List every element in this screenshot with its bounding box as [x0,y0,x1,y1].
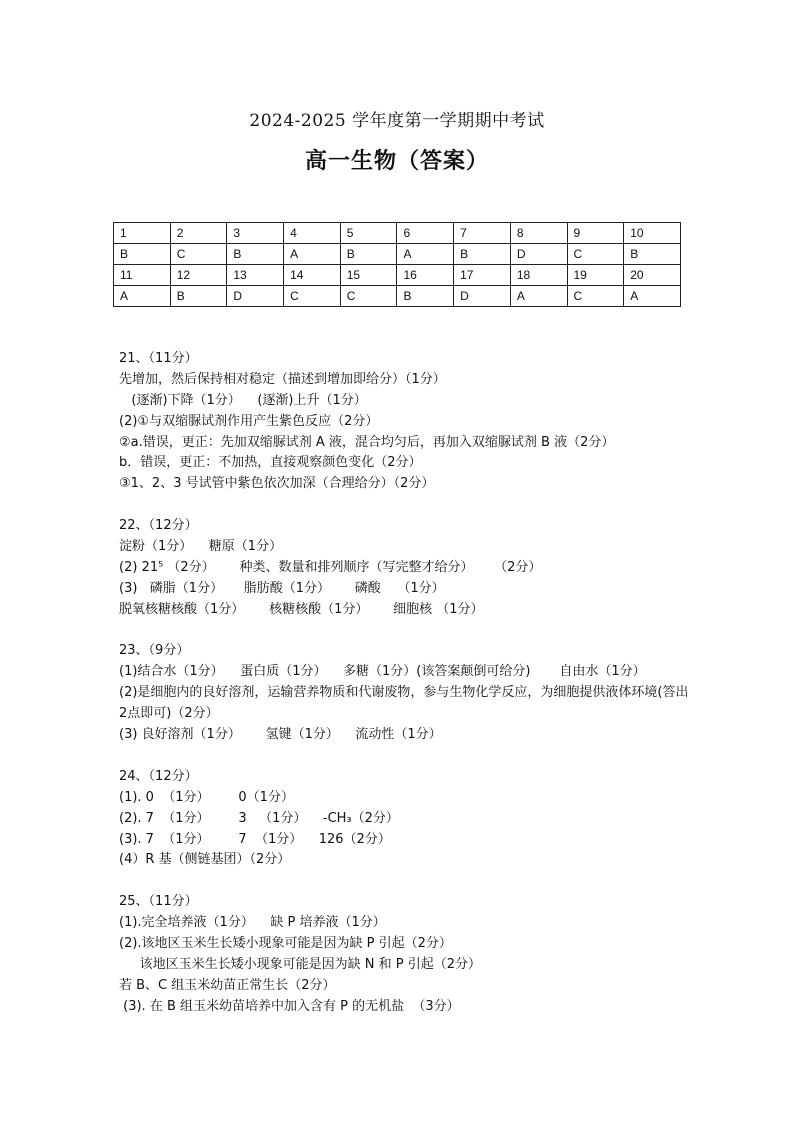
table-cell: 8 [510,223,567,244]
table-cell: C [284,286,341,307]
answer-line: (4）R 基（侧链基团）（2分） [119,852,291,868]
table-cell: D [227,286,284,307]
answer-line: (1).完全培养液（1分） 缺 P 培养液（1分） [119,915,386,931]
answer-table [113,222,681,307]
question-25-heading: 25、（11分） [119,894,198,910]
answer-line: 脱氧核糖核酸（1分） 核糖核酸（1分） 细胞核 （1分） [119,601,484,617]
table-cell: 13 [227,265,284,286]
table-cell: C [170,244,227,265]
table-cell: 1 [114,223,171,244]
answer-line: (3) 良好溶剂（1分） 氢键（1分） 流动性（1分） [119,727,442,743]
answer-line: (2)①与双缩脲试剂作用产生紫色反应（2分） [119,413,379,429]
table-cell: 17 [454,265,511,286]
table-cell: 11 [114,265,171,286]
table-row [114,244,681,265]
table-cell: 3 [227,223,284,244]
table-cell: 9 [567,223,624,244]
table-cell: 20 [624,265,681,286]
answer-line: (1)结合水（1分） 蛋白质（1分） 多糖（1分）(该答案颠倒可给分) 自由水（1分） [119,664,646,680]
answer-line: (3). 在 B 组玉米幼苗培养中加入含有 P 的无机盐 （3分） [119,998,460,1014]
table-cell: B [624,244,681,265]
answer-line: ③1、2、3 号试管中紫色依次加深（合理给分）（2分） [119,476,435,492]
table-row [114,223,681,244]
table-cell: D [510,244,567,265]
table-cell: 14 [284,265,341,286]
table-cell: A [284,244,341,265]
answer-line: (逐渐)下降（1分） (逐渐)上升（1分） [119,392,367,408]
table-cell: B [340,244,397,265]
table-cell: 5 [340,223,397,244]
section-gap [119,495,689,516]
section-gap [119,871,689,892]
table-cell: 4 [284,223,341,244]
table-cell: 12 [170,265,227,286]
table-row [114,286,681,307]
answer-line: 先增加，然后保持相对稳定（描述到增加即给分）（1分） [119,371,446,387]
table-cell: D [454,286,511,307]
answer-body [119,349,689,1018]
answer-line: (2).该地区玉米生长矮小现象可能是因为缺 P 引起（2分） [119,935,452,951]
section-gap [119,746,689,767]
table-cell: A [397,244,454,265]
answer-line: (3). 7 （1分） 7 （1分） 126（2分） [119,831,391,847]
table-cell: A [510,286,567,307]
table-cell: B [397,286,454,307]
answer-line: 若 B、C 组玉米幼苗正常生长（2分） [119,977,336,993]
table-cell: 10 [624,223,681,244]
table-cell: C [340,286,397,307]
table-cell: B [227,244,284,265]
answer-line: 淀粉（1分） 糖原（1分） [119,539,283,555]
answer-line: b．错误，更正：不加热，直接观察颜色变化（2分） [119,455,422,471]
question-22-heading: 22、（12分） [119,518,198,534]
table-cell: A [114,286,171,307]
answer-line: (2). 7 （1分） 3 （1分） -CH₃（2分） [119,810,399,826]
question-21-heading: 21、（11分） [119,351,198,366]
answer-line: (3) 磷脂（1分） 脂肪酸（1分） 磷酸 （1分） [119,580,445,596]
table-cell: 16 [397,265,454,286]
table-cell: 19 [567,265,624,286]
question-23-heading: 23、（9分） [119,643,190,659]
exam-title: 2024-2025 学年度第一学期期中考试 [249,111,545,131]
table-cell: C [567,286,624,307]
table-cell: B [170,286,227,307]
question-24-heading: 24、（12分） [119,768,198,784]
answer-line: (2) 21⁵ （2分） 种类、数量和排列顺序（写完整才给分） （2分） [119,559,542,575]
answer-line: ②a.错误，更正：先加双缩脲试剂 A 液，混合均匀后，再加入双缩脲试剂 B 液（2分） [119,434,615,450]
table-cell: B [114,244,171,265]
section-gap [119,621,689,642]
answer-line: (2)是细胞内的良好溶剂，运输营养物质和代谢废物，参与生物化学反应，为细胞提供液体环境(答出 2点即可)（2分） [119,685,689,722]
table-cell: A [624,286,681,307]
table-cell: 2 [170,223,227,244]
table-cell: 7 [454,223,511,244]
table-row [114,265,681,286]
table-cell: 18 [510,265,567,286]
answer-line: 该地区玉米生长矮小现象可能是因为缺 N 和 P 引起（2分） [119,956,482,972]
table-cell: B [454,244,511,265]
answer-line: (1). 0 （1分） 0（1分） [119,789,294,805]
table-cell: 6 [397,223,454,244]
table-cell: C [567,244,624,265]
page-title: 高一生物（答案） [304,149,489,174]
table-cell: 15 [340,265,397,286]
